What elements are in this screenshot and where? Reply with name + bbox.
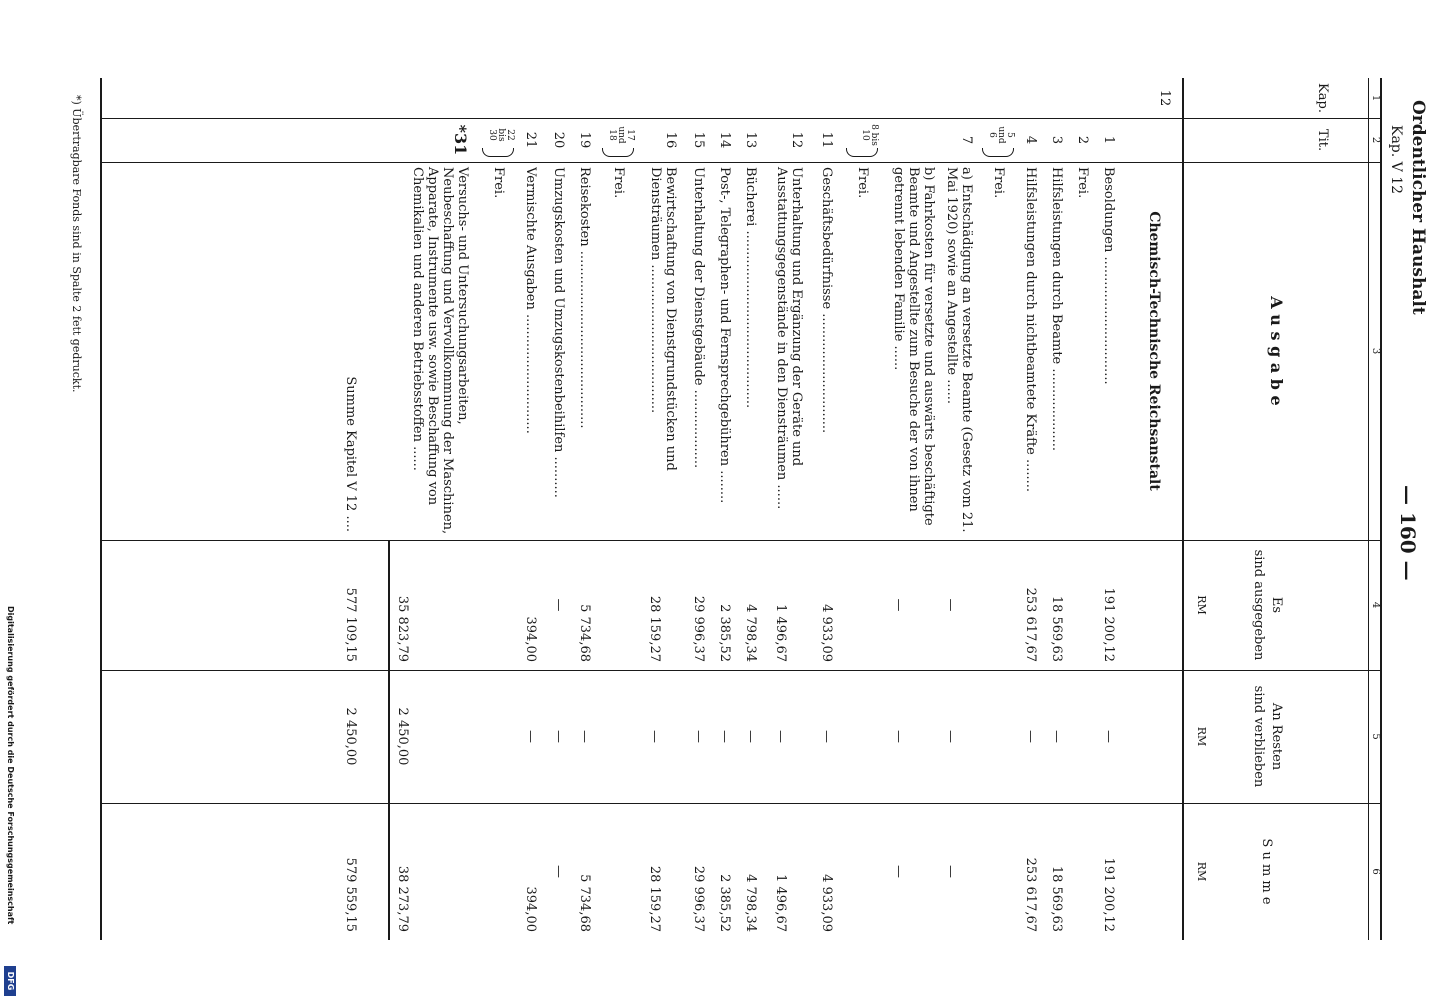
row-c5: —	[743, 730, 758, 743]
row-c5: —	[717, 730, 732, 743]
row-c6: 191 200,12	[1101, 857, 1116, 932]
row-c4: —	[891, 598, 906, 612]
header-bottom-line	[1182, 78, 1184, 940]
col-sep-5	[100, 803, 1382, 804]
header-col5-line2: sind verblieben	[1251, 685, 1266, 788]
row-text: Hilfsleistungen durch nichtbeamtete Kräfte ........	[1023, 167, 1038, 493]
footnote: *) Übertragbare Fonds sind in Spalte 2 fett gedruckt.	[70, 95, 83, 393]
row-c4: —	[943, 598, 958, 612]
col-number-4: 4	[1370, 601, 1381, 609]
row-c5: —	[647, 730, 662, 743]
col-number-6: 6	[1370, 868, 1381, 875]
row-text: Reisekosten ...........................................	[577, 167, 592, 429]
row-tit: 8 bis 10	[860, 124, 879, 146]
row-text: Frei.	[491, 167, 506, 199]
digitization-note: Digitalisierung gefördert durch die Deutsche Forschungsgemeinschaft	[6, 606, 15, 925]
row-tit: 13	[743, 131, 758, 149]
dfg-logo: DFG	[4, 966, 16, 996]
row-tit: 7	[959, 135, 974, 145]
col-sep-1	[100, 118, 1382, 119]
total-c4: 577 109,15	[343, 587, 358, 662]
row-tit: 4	[1023, 135, 1038, 145]
header-col6-label: S u m m e	[1259, 838, 1274, 905]
row-c5: —	[523, 730, 538, 743]
page-heading: Ordentlicher Haushalt	[1408, 100, 1428, 315]
row-c4: 35 823,79	[395, 595, 410, 662]
kap-subheading: Kap. V 12	[1388, 125, 1404, 195]
row-tit: 15	[691, 131, 706, 149]
row-tit: 11	[819, 131, 834, 149]
row-tit: *31	[451, 124, 470, 156]
row-c5: —	[1023, 730, 1038, 743]
subtotal-rule	[389, 540, 391, 940]
row-tit: 12	[789, 131, 804, 149]
row-text: Frei.	[991, 167, 1006, 199]
row-text: Umzugskosten und Umzugskostenbeihilfen ..........	[551, 167, 566, 498]
row-tit: 2	[1075, 135, 1090, 145]
col-sep-2	[100, 162, 1382, 163]
row-c4: 4 933,09	[819, 604, 834, 662]
row-text: Unterhaltung der Dienstgebäude ...................	[691, 167, 706, 469]
chapter-title: Chemisch-Technische Reichsanstalt	[1146, 211, 1162, 491]
row-c4: 29 996,37	[691, 595, 706, 662]
row-c6: 38 273,79	[395, 865, 410, 932]
col-number-1: 1	[1370, 94, 1381, 102]
brace	[846, 148, 878, 157]
row-text: Geschäftsbedürfnisse .............................	[819, 167, 834, 434]
brace	[482, 148, 514, 157]
row-text: Bewirtschaftung von Dienstgrundstücken und Diensträumen ....................................	[648, 167, 678, 471]
row-tit: 17 und 18	[607, 126, 635, 144]
row-text: a) Entschädigung an versetzte Beamte (Gesetz vom 21. Mai 1920) sowie an Angestellte ......	[944, 167, 974, 533]
row-c4: 18 569,63	[1049, 595, 1064, 662]
row-c6: —	[551, 865, 566, 878]
col-sep-4	[100, 670, 1382, 671]
brace	[982, 148, 1014, 157]
row-c4: —	[551, 598, 566, 612]
row-c5: —	[773, 730, 788, 743]
total-label: Summe Kapitel V 12 ....	[343, 376, 358, 532]
header-tit: Tit.	[1315, 128, 1330, 152]
row-tit: 3	[1049, 135, 1064, 145]
row-text: Versuchs- und Untersuchungsarbeiten, Neubeschaffung und Vervollkommnung der Maschinen, Apparate, Instrumente usw. sowie Beschaffung von Chemikalien und anderen Betriebsstoffen ......	[410, 167, 470, 535]
row-c6: 4 798,34	[743, 874, 758, 932]
row-text: Frei.	[1075, 167, 1090, 199]
row-text: Bücherei ...........................................	[743, 167, 758, 409]
page-number: — 160 —	[1396, 485, 1420, 581]
row-tit: 1	[1101, 135, 1116, 145]
row-c6: 28 159,27	[647, 865, 662, 932]
header-col5-line1: An Resten	[1269, 702, 1284, 771]
total-c5: 2 450,00	[343, 707, 358, 766]
row-c4: 394,00	[523, 616, 538, 662]
header-col4-line2: sind ausgegeben	[1251, 549, 1266, 661]
row-c4: 253 617,67	[1023, 587, 1038, 662]
row-c6: —	[943, 865, 958, 878]
total-c6: 579 559,15	[343, 857, 358, 932]
header-col5-unit: RM	[1195, 726, 1208, 747]
row-text: Vermischte Ausgaben .............................	[523, 167, 538, 434]
col-number-5: 5	[1370, 733, 1381, 740]
row-c5: —	[691, 730, 706, 743]
row-c5: —	[1101, 730, 1116, 743]
row-text: Frei.	[611, 167, 626, 199]
chapter-number: 12	[1157, 89, 1172, 107]
row-text: Besoldungen ...............................	[1101, 167, 1116, 385]
row-c6: 29 996,37	[691, 865, 706, 932]
col-sep-3	[100, 540, 1382, 541]
row-c6: 253 617,67	[1023, 857, 1038, 932]
row-c5: —	[551, 730, 566, 743]
row-text: Unterhaltung und Ergänzung der Geräte und Ausstattungsgegenstände in den Diensträumen ......	[774, 167, 804, 510]
brace	[602, 148, 634, 157]
row-c6: —	[891, 865, 906, 878]
row-text: Post-, Telegraphen- und Fernsprechgebühren ........	[717, 167, 732, 504]
header-col6-unit: RM	[1195, 861, 1208, 882]
row-c5: —	[943, 730, 958, 743]
row-c6: 18 569,63	[1049, 865, 1064, 932]
row-c6: 1 496,67	[773, 874, 788, 932]
col-number-2: 2	[1370, 136, 1381, 144]
row-tit: 14	[717, 131, 732, 149]
row-text: Hilfsleistungen durch Beamte ....................	[1049, 167, 1064, 452]
row-c5: —	[1049, 730, 1064, 743]
row-c4: 4 798,34	[743, 604, 758, 662]
row-text: b) Fahrkosten für versetzte und auswärts beschäftigte Beamte und Angestellte zum Besuche der von ihnen getrennt lebenden Familie ......	[891, 167, 936, 526]
row-tit: 20	[551, 131, 566, 149]
row-c6: 4 933,09	[819, 874, 834, 932]
row-c5: —	[819, 730, 834, 743]
row-tit: 22 bis 30	[487, 128, 515, 142]
row-tit: 5 und 6	[987, 126, 1015, 144]
row-c4: 28 159,27	[647, 595, 662, 662]
row-c6: 5 734,68	[577, 874, 592, 932]
col-number-3: 3	[1370, 347, 1381, 355]
row-c4: 191 200,12	[1101, 587, 1116, 662]
row-c4: 5 734,68	[577, 604, 592, 662]
row-c5: —	[577, 730, 592, 743]
row-c6: 2 385,52	[717, 874, 732, 932]
header-col4-line1: Es	[1269, 596, 1284, 614]
row-tit: 16	[663, 131, 678, 149]
row-c6: 394,00	[523, 886, 538, 932]
row-c5: —	[891, 730, 906, 743]
row-c4: 2 385,52	[717, 604, 732, 662]
header-col4-unit: RM	[1195, 595, 1208, 615]
row-c5: 2 450,00	[395, 707, 410, 766]
row-text: Frei.	[855, 167, 870, 199]
header-ausgabe: A u s g a b e	[1267, 296, 1286, 406]
frame-bottom-line	[100, 78, 102, 940]
row-tit: 19	[577, 131, 592, 149]
row-tit: 21	[523, 131, 538, 149]
row-c4: 1 496,67	[773, 604, 788, 662]
header-kap: Kap.	[1315, 83, 1330, 113]
